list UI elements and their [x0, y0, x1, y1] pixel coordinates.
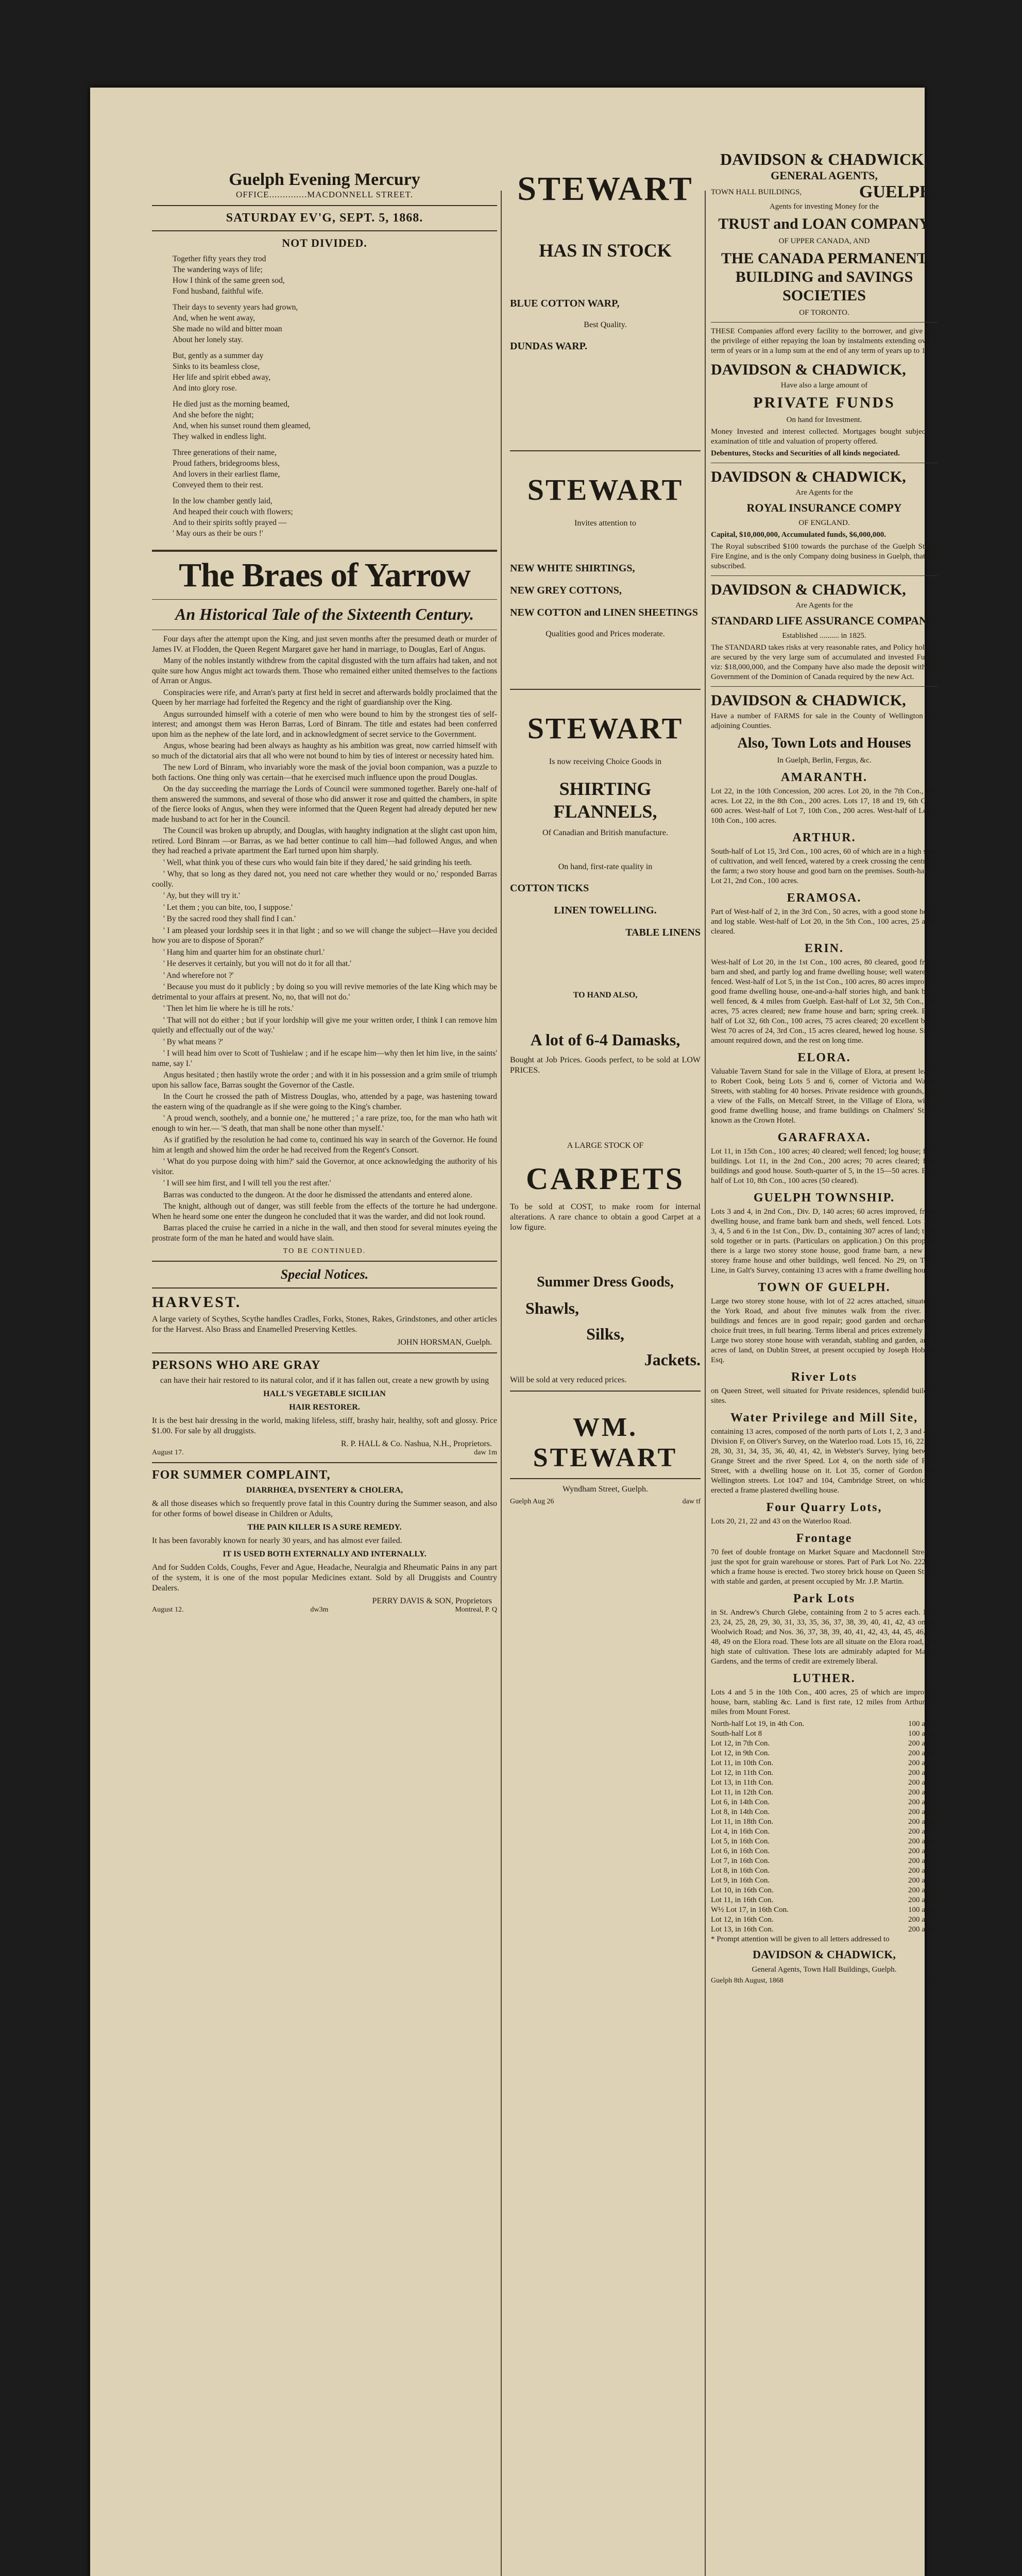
- story-paragraph: ' Then let him lie where he is till he rots.': [163, 1004, 294, 1013]
- manufacture-text: Of Canadian and British manufacture.: [542, 828, 668, 837]
- lot-row: [711, 1778, 938, 1788]
- gray-date: August 17.: [152, 1449, 184, 1456]
- summer-both: IT IS USED BOTH EXTERNALLY AND INTERNALLY.: [223, 1550, 427, 1558]
- story-paragraph: ' I will see him first, and I will tell you the rest after.': [163, 1179, 331, 1188]
- davidson-line: DAVIDSON & CHADWICK,: [711, 581, 906, 598]
- of-upper-text: OF UPPER CANADA, AND: [778, 237, 870, 245]
- story-title: The Braes of Yarrow: [179, 556, 470, 594]
- stewart-footline: [510, 1498, 701, 1506]
- trust-heading: TRUST and LOAN COMPANY: [718, 215, 930, 232]
- poem-line: Proud fathers, bridegrooms bless,: [173, 459, 280, 468]
- summer-code: dw3m: [310, 1606, 329, 1614]
- invites-text: Invites attention to: [574, 519, 636, 528]
- lot-acres: 200 acres: [908, 1739, 938, 1748]
- these-text: THESE Companies afford every facility to the borrower, and give him the privilege of either repaying the loan by instalments extending over a term of years or in a lump sum at the end of any term of years up to 15.: [711, 327, 938, 355]
- divider: [510, 1478, 701, 1479]
- lot-label: Lot 10, in 16th Con.: [711, 1886, 774, 1894]
- column-right: [711, 88, 938, 2576]
- royal-heading: ROYAL INSURANCE COMPY: [746, 501, 902, 514]
- story-paragraph: ' He deserves it certainly, but you will not do it for all that.': [163, 959, 351, 968]
- story-paragraph: The knight, although out of danger, was still feeble from the effects of the torture he had undergone. When he heard some one enter the dungeon he concluded that it was the warder, and did not look round.: [152, 1202, 497, 1221]
- table-linens-item: TABLE LINENS: [625, 927, 701, 938]
- divider: [711, 686, 938, 687]
- poem-line: Their days to seventy years had grown,: [173, 303, 298, 312]
- spacer: [510, 208, 701, 229]
- section-body: Lots 20, 21, 22 and 43 on the Waterloo Road.: [711, 1517, 851, 1526]
- lot-label: Lot 12, in 11th Con.: [711, 1769, 774, 1777]
- poem-line: And, when he went away,: [173, 314, 255, 323]
- receiving-text: Is now receiving Choice Goods in: [549, 757, 662, 766]
- lot-acres: 200 acres: [908, 1808, 938, 1816]
- section-body: Valuable Tavern Stand for sale in the Village of Elora, at present leased to Robert Cook, being Lots 5 and 6, corner of Victoria and Walnut Streets, with stabling for 40 horses. Private residence with grounds, and a view of the Falls, on Metcalf Street, in the Village of Elora, with a good frame dwelling house, and frame buildings on Chalmers' Street, known as the Crown Hotel.: [711, 1067, 938, 1125]
- section-heading: ERIN.: [804, 942, 844, 955]
- spacer: [510, 841, 701, 862]
- story-paragraph: Four days after the attempt upon the King, and just seven months after the presumed death or murder of James IV. at Flodden, the Queen Regent Margaret gave her hand in marriage, to Douglas, Earl of Angus.: [152, 635, 497, 654]
- lot-row: [711, 1739, 938, 1749]
- section-heading: GUELPH TOWNSHIP.: [753, 1191, 895, 1205]
- stewart-date: Guelph Aug 26: [510, 1498, 554, 1505]
- spacer: [510, 1079, 701, 1141]
- section-body: on Queen Street, well situated for Private residences, splendid building sites.: [711, 1387, 938, 1405]
- davidson-line: DAVIDSON & CHADWICK,: [711, 361, 906, 378]
- stanza-gap: [152, 443, 497, 448]
- story-paragraph: ' That will not do either ; but if your lordship will give me your written order, I think I can remove him quietly and effectually out of the way.': [152, 1015, 497, 1035]
- royal-agents-text: Are Agents for the: [795, 488, 853, 497]
- story-paragraph: ' By what means ?': [163, 1037, 223, 1046]
- divider: [152, 1352, 497, 1353]
- footer-code: dw: [928, 1977, 938, 1985]
- reduced-text: Will be sold at very reduced prices.: [510, 1376, 627, 1384]
- section-heading: ERAMOSA.: [787, 891, 862, 905]
- canada-permanent-heading: THE CANADA PERMANENT BUILDING and SAVINGS SOCIETIES: [721, 250, 928, 304]
- poem-line: ' May ours as their be ours !': [173, 529, 263, 538]
- lot-label: Lot 5, in 16th Con.: [711, 1837, 770, 1845]
- lot-acres: 100 acres: [908, 1720, 938, 1728]
- lot-label: Lot 12, in 7th Con.: [711, 1739, 770, 1748]
- footer-name: DAVIDSON & CHADWICK,: [753, 1948, 896, 1961]
- lot-label: North-half Lot 19, in 4th Con.: [711, 1720, 805, 1728]
- masthead-office: OFFICE..............MACDONNELL STREET.: [236, 190, 413, 199]
- stewart-heading: STEWART: [527, 473, 684, 506]
- lot-row: [711, 1837, 938, 1846]
- town-lots-sub: In Guelph, Berlin, Fergus, &c.: [777, 756, 872, 765]
- lot-label: W½ Lot 17, in 16th Con.: [711, 1906, 789, 1914]
- summer-body3: And for Sudden Colds, Coughs, Fever and Ague, Headache, Neuralgia and Rheumatic Pains in any part of the system, it is one of the most popular Medicines extant. Sold by all Druggists and Country Dealers.: [152, 1563, 497, 1592]
- section-heading: Park Lots: [793, 1592, 855, 1605]
- lot-label: Lot 11, in 10th Con.: [711, 1759, 774, 1767]
- summer-dress-goods: Summer Dress Goods,: [537, 1274, 674, 1290]
- carpets-heading: CARPETS: [525, 1162, 685, 1196]
- poem-line: He died just as the morning beamed,: [173, 400, 289, 409]
- prompt-text: * Prompt attention will be given to all letters addressed to: [711, 1935, 890, 1943]
- gray-line: can have their hair restored to its natural color, and if it has fallen out, create a new growth by using: [160, 1376, 489, 1385]
- stanza-gap: [152, 346, 497, 351]
- gray-signature: R. P. HALL & Co. Nashua, N.H., Proprietors.: [340, 1439, 492, 1448]
- lot-label: Lot 13, in 11th Con.: [711, 1778, 774, 1787]
- story-paragraph: As if gratified by the resolution he had come to, continued his way in search of the Governor. He found him at length and showed him the order he had received from the Regent's Consort.: [152, 1136, 497, 1155]
- story-paragraph: Many of the nobles instantly withdrew from the capital disgusted with the turn affairs had taken, and not quite sure how Angus might act towards them. Those who remained either united themselves to the factions of Arran or Angus.: [152, 656, 497, 685]
- special-notices-title: Special Notices.: [280, 1267, 369, 1282]
- poem-line: And she before the night;: [173, 411, 254, 419]
- lot-label: Lot 13, in 16th Con.: [711, 1925, 774, 1934]
- stock-item-note: Best Quality.: [584, 320, 627, 329]
- lot-acres: 200 acres: [908, 1818, 938, 1826]
- gray-title: PERSONS WHO ARE GRAY: [152, 1359, 321, 1372]
- shirting-item: NEW COTTON and LINEN SHEETINGS: [510, 607, 698, 618]
- lot-acres: 100 acres: [908, 1906, 938, 1914]
- lot-row: [711, 1827, 938, 1837]
- lot-acres: 200 acres: [908, 1857, 938, 1865]
- section-heading: Frontage: [796, 1532, 853, 1545]
- poem: [152, 254, 497, 545]
- lot-acres: 200 acres: [908, 1827, 938, 1836]
- lot-row: [711, 1866, 938, 1876]
- poem-line: In the low chamber gently laid,: [173, 497, 272, 505]
- story-paragraph: Barras was conducted to the dungeon. At the door he dismissed the attendants and entered alone.: [163, 1190, 472, 1199]
- section-body: Lots 3 and 4, in 2nd Con., Div. D, 140 acres; 60 acres improved, frame dwelling house, and frame bank barn and sheds, well fenced. Lots 1, 2, 3, 4, 5 and 6 in the 1st Con., Div. D., containing 307 acres of land; to be sold together or in parts. (Particulars on application.) On this property there is a large two storey stone house, good frame barn, a new two storey frame house and other buildings, well fenced. No 29, on Town Line, in Galt's Survey, containing 13 acres with a frame dwelling house.: [711, 1208, 938, 1275]
- section-body: Lots 4 and 5 in the 10th Con., 400 acres, 25 of which are improved; house, barn, stabling &c. Land is first rate, 12 miles from Arthur, 12 miles from Mount Forest.: [711, 1688, 938, 1716]
- section-heading: TOWN OF GUELPH.: [758, 1281, 891, 1294]
- royal-body: The Royal subscribed $100 towards the purchase of the Guelph Steam Fire Engine, and is the only Company doing business in Guelph, that has subscribed.: [711, 543, 938, 570]
- lot-acres: 200 acres: [908, 1759, 938, 1767]
- summer-title: FOR SUMMER COMPLAINT,: [152, 1468, 331, 1482]
- spacer: [510, 363, 701, 445]
- standard-heading: STANDARD LIFE ASSURANCE COMPANY.: [711, 614, 938, 627]
- spacer: [510, 949, 701, 990]
- stewart-heading: STEWART: [527, 711, 684, 745]
- summer-signature: PERRY DAVIS & SON, Proprietors: [372, 1597, 492, 1605]
- masthead-date: SATURDAY EV'G, SEPT. 5, 1868.: [226, 211, 423, 225]
- poem-line: And lovers in their earliest flame,: [173, 470, 280, 479]
- poem-line: Fond husband, faithful wife.: [173, 287, 264, 296]
- davidson-agents: GENERAL AGENTS,: [771, 169, 878, 182]
- divider: [711, 322, 938, 323]
- story-paragraph: ' By the sacred rood they shall find I can.': [163, 914, 296, 923]
- newspaper-page: [90, 88, 938, 2576]
- lot-label: Lot 8, in 14th Con.: [711, 1808, 770, 1816]
- poem-line: Three generations of their name,: [173, 448, 277, 457]
- summer-body2: It has been favorably known for nearly 30 years, and has almost ever failed.: [152, 1536, 402, 1545]
- lot-row: [711, 1807, 938, 1817]
- lot-row: [711, 1876, 938, 1886]
- poem-line: They walked in endless light.: [173, 432, 267, 441]
- story-subtitle: An Historical Tale of the Sixteenth Century.: [175, 605, 474, 623]
- has-in-stock: HAS IN STOCK: [539, 240, 672, 261]
- poem-line: Conveyed them to their rest.: [173, 481, 264, 489]
- large-stock-text: A LARGE STOCK OF: [567, 1141, 644, 1150]
- stanza-gap: [152, 491, 497, 496]
- ticks-item: COTTON TICKS: [510, 883, 589, 894]
- story-paragraph: Angus, whose bearing had been always as haughty as his ambition was great, now carried himself with so much of the dictatorial airs that all who were not bound to him by ties of interest or necessity hated him.: [152, 741, 497, 760]
- lot-acres: 200 acres: [908, 1867, 938, 1875]
- qualities-text: Qualities good and Prices moderate.: [546, 630, 665, 638]
- footer-line: General Agents, Town Hall Buildings, Guelph.: [752, 1965, 897, 1974]
- lot-label: Lot 12, in 9th Con.: [711, 1749, 770, 1757]
- on-hand-text: On hand for Investment.: [786, 416, 862, 424]
- lot-label: Lot 6, in 14th Con.: [711, 1798, 770, 1806]
- lot-label: Lot 12, in 16th Con.: [711, 1916, 774, 1924]
- poem-line: She made no wild and bitter moan: [173, 325, 282, 333]
- story-paragraph: On the day succeeding the marriage the Lords of Council were summoned together. Barely one-half of them answered the summons, and several of those who did answer it rose and quitted the chambers, in spite of the fierce looks of Angus, when they were informed that the Queen Regent had already deputed her new made husband to act for her in the Council.: [152, 785, 497, 824]
- divider: [152, 1462, 497, 1463]
- story-paragraph: ' I am pleased your lordship sees it in that light ; and so we will change the subject—Have you decided how you are to dispose of Sporan?': [152, 926, 497, 945]
- divider: [152, 1261, 497, 1262]
- continued-label: TO BE CONTINUED.: [283, 1247, 366, 1255]
- section-heading: Water Privilege and Mill Site,: [730, 1411, 918, 1425]
- to-hand-text: TO HAND ALSO,: [573, 991, 638, 999]
- section-body: 70 feet of double frontage on Market Square and Macdonnell Street—just the spot for grain warehouse or stores. Part of Park Lot No. 222, on which a frame house is erected. Two storey brick house on Queen Street, with stable and garden, at present occupied by Mr. J.P. Martin.: [711, 1548, 938, 1586]
- lot-label: Lot 7, in 16th Con.: [711, 1857, 770, 1865]
- harvest-signature: JOHN HORSMAN, Guelph.: [397, 1338, 492, 1347]
- divider: [510, 1391, 701, 1392]
- lot-row: [711, 1817, 938, 1827]
- lot-label: Lot 4, in 16th Con.: [711, 1827, 770, 1836]
- stock-item: BLUE COTTON WARP,: [510, 298, 620, 309]
- farms-text: Have a number of FARMS for sale in the County of Wellington and adjoining Counties.: [711, 712, 938, 730]
- story-paragraph: The Council was broken up abruptly, and Douglas, with haughty indignation at the slight cast upon him, retired. Lord Binram —or Barras, as we had better continue to call him—had followed Angus, and when they had reached a private apartment the Earl turned upon him sharply.: [152, 826, 497, 855]
- lot-label: Lot 8, in 16th Con.: [711, 1867, 770, 1875]
- divider: [152, 1287, 497, 1289]
- story-paragraph: ' A proud wench, soothely, and a bonnie one,' he muttered ; ' a rare prize, too, for the man who hath wit enough to win her.— 'S death, that man shall be none other than myself.': [152, 1114, 497, 1133]
- section-heading: GARAFRAXA.: [777, 1131, 871, 1144]
- divider: [152, 230, 497, 231]
- section-heading: AMARANTH.: [781, 771, 867, 784]
- poem-line: The wandering ways of life;: [173, 265, 263, 274]
- section-body: Part of West-half of 2, in the 3rd Con., 50 acres, with a good stone house and log stable. West-half of Lot 20, in the 5th Con., 100 acres, 25 acres cleared.: [711, 908, 938, 936]
- street-text: Wyndham Street, Guelph.: [562, 1485, 649, 1494]
- lot-acres: 200 acres: [908, 1847, 938, 1855]
- jackets-heading: Jackets.: [644, 1350, 701, 1369]
- story-paragraph: ' I will head him over to Scott of Tushielaw ; and if he escape him—why then let him live, in the saints' name, say I.': [152, 1049, 497, 1068]
- section-body: Lot 11, in 15th Con., 100 acres; 40 cleared; well fenced; log house; farm buildings. Lot 11, in the 2nd Con., 200 acres; 70 acres cleared; farm buildings and good house. South-quarter of 5, in the 15—50 acres. East-half of Lot 10, 8th Con., 100 acres (50 cleared).: [711, 1147, 938, 1185]
- divider: [152, 599, 497, 600]
- summer-place: Montreal, P. Q: [455, 1606, 497, 1614]
- lot-row: [711, 1788, 938, 1798]
- gray-code: daw 1m: [474, 1449, 497, 1456]
- spacer: [510, 267, 701, 287]
- lot-row: [711, 1749, 938, 1758]
- summer-date: August 12.: [152, 1606, 184, 1614]
- poem-line: And into glory rose.: [173, 384, 237, 393]
- column-rule: [501, 191, 502, 2576]
- story-paragraph: ' Let them ; you can bite, too, I suppose.': [163, 903, 293, 912]
- lot-acres: 200 acres: [908, 1769, 938, 1777]
- masthead-title: Guelph Evening Mercury: [229, 170, 420, 189]
- shirting-item: NEW WHITE SHIRTINGS,: [510, 563, 635, 574]
- story-paragraph: ' Because you must do it publicly ; by doing so you will revive memories of the late King which may be detrimental to your affairs at present. No, no, that will not do.': [152, 982, 497, 1002]
- standard-body: The STANDARD takes risks at very reasonable rates, and Policy holders are secured by the very large sum of accumulated and invested Funds, viz: $18,000,000, and the Company have also made the deposit with the Government of the Dominion of Canada required by the new Act.: [711, 643, 938, 681]
- story-paragraph: ' Why, that so long as they dared not, you need not care whether they would or no,' responded Barras coolly.: [152, 870, 497, 889]
- poem-line: But, gently as a summer day: [173, 351, 264, 360]
- lot-label: Lot 11, in 16th Con.: [711, 1896, 774, 1904]
- harvest-title: HARVEST.: [152, 1294, 242, 1311]
- column-left: [152, 88, 497, 2576]
- gray-line: HAIR RESTORER.: [289, 1403, 360, 1412]
- lot-acres: 200 acres: [908, 1876, 938, 1885]
- story-paragraph: ' Hang him and quarter him for an obstinate churl.': [163, 947, 325, 957]
- lot-acres: 200 acres: [908, 1837, 938, 1845]
- spacer: [510, 1236, 701, 1267]
- stanza-gap: [152, 539, 497, 545]
- story-paragraph: Conspiracies were rife, and Arran's party at first held in secret and afterwards boldly proclaimed that the Queen by her marriage had forfeited the Regency and the right of guardianship over the King.: [152, 688, 497, 707]
- stewart-heading: STEWART: [517, 170, 693, 208]
- townhall-label: TOWN HALL BUILDINGS,: [711, 188, 802, 196]
- have-also-text: Have also a large amount of: [780, 381, 868, 389]
- story-paragraph: The new Lord of Binram, who invariably wore the mask of the jovial boon companion, was a puzzle to both factions. One thing only was certain—that he exercised much influence upon the proud Douglas.: [152, 763, 497, 782]
- poem-title: NOT DIVIDED.: [282, 236, 367, 249]
- lot-acres: 200 acres: [908, 1916, 938, 1924]
- lot-row: [711, 1719, 938, 1729]
- spacer: [510, 642, 701, 684]
- lot-acres: 200 acres: [908, 1788, 938, 1797]
- story-paragraph: ' And wherefore not ?': [163, 971, 234, 980]
- section-body: South-half of Lot 15, 3rd Con., 100 acres, 60 of which are in a high state of cultivation, and well fenced, watered by a creek crossing the centre of the farm; a two story house and good barn on the premises. South-half of Lot 21, 2nd Con., 100 acres.: [711, 848, 938, 885]
- section-body: West-half of Lot 20, in the 1st Con., 100 acres, 80 cleared, good frame barn and shed, and partly log and frame dwelling house; well watered & fenced. West-half of Lot 5, in the 1st Con., 100 acres, 80 acres improved; good frame dwelling house, one-and-a-half stories high, and bank barn; well fenced, & 4 miles from Guelph. East-half of Lot 32, 5th Con., 100 acres, 75 acres cleared; new frame house and barn; spring creek. East-half of Lot 32, 6th Con., 100 acres, 75 acres cleared; 20 excellent bush. West 70 acres of 24, 3rd Con., 15 acres cleared, hewed log house. Small amount required down, and the rest on long time.: [711, 958, 938, 1045]
- summer-line: DIARRHŒA, DYSENTERY & CHOLERA,: [246, 1486, 403, 1495]
- section-body: containing 13 acres, composed of the north parts of Lots 1, 2, 3 and 4, in Division F, on Oliver's Survey, on the Waterloo road. Lots 15, 16, 22, 26, 28, 30, 31, 34, 35, 36, 40, 41, 42, in Webster's Survey, lying between Grange Street and the river Speed. Lot 4, on the north side of Pearl Street, with a dwelling house on it. Lot 35, corner of Gordon and Wellington streets. Lot 1047 and 104, Cambridge Street, on which is erected a frame plastered dwelling house.: [711, 1428, 938, 1495]
- standard-agents-text: Are Agents for the: [795, 601, 853, 609]
- summer-body: & all those diseases which so frequently prove fatal in this Country during the Summer season, and also for other forms of bowel disease in Children or Adults,: [152, 1499, 497, 1518]
- agents-for-text: Agents for investing Money for the: [769, 202, 879, 211]
- divider: [510, 450, 701, 451]
- poem-line: Sinks to its beamless close,: [173, 362, 260, 371]
- section-heading: Four Quarry Lots,: [766, 1501, 882, 1514]
- lot-acres: 200 acres: [908, 1749, 938, 1757]
- lot-row: [711, 1886, 938, 1895]
- lot-acres: 200 acres: [908, 1778, 938, 1787]
- story-body: [152, 634, 497, 1243]
- wm-stewart: WM. STEWART: [533, 1413, 678, 1472]
- davidson-address: [711, 182, 938, 202]
- luther-lots: [711, 1719, 938, 1935]
- story-paragraph: ' Well, what think you of these curs who would fain bite if they dared,' he said grinding his teeth.: [163, 858, 472, 867]
- damasks-heading: A lot of 6-4 Damasks,: [530, 1030, 680, 1049]
- davidson-heading: DAVIDSON & CHADWICK,: [720, 150, 928, 168]
- section-body: Lot 22, in the 10th Concession, 200 acres. Lot 20, in the 7th Con., 200 acres. Lot 22, in the 8th Con., 200 acres. Lots 17, 18 and 19, 6th Con., 600 acres. West-half of Lot 7, 10th Con., 200 acres. West-half of Lot 8, 10th Con., 100 acres.: [711, 787, 938, 825]
- section-heading: LUTHER.: [793, 1672, 856, 1685]
- lot-row: [711, 1768, 938, 1778]
- davidson-line: DAVIDSON & CHADWICK,: [711, 692, 906, 709]
- lot-acres: 200 acres: [908, 1798, 938, 1806]
- town-lots-heading: Also, Town Lots and Houses: [737, 735, 911, 751]
- property-sections: [711, 771, 938, 1717]
- of-england-text: OF ENGLAND.: [798, 519, 850, 527]
- column-rule: [705, 191, 706, 2576]
- lot-label: Lot 6, in 16th Con.: [711, 1847, 770, 1855]
- lot-row: [711, 1758, 938, 1768]
- capital-text: Capital, $10,000,000, Accumulated funds, $6,000,000.: [711, 531, 887, 539]
- poem-line: And heaped their couch with flowers;: [173, 507, 293, 516]
- poem-line: Together fifty years they trod: [173, 255, 266, 263]
- summer-pain: THE PAIN KILLER IS A SURE REMEDY.: [247, 1523, 402, 1532]
- lot-row: [711, 1729, 938, 1739]
- stewart-code: daw tf: [682, 1498, 701, 1505]
- gray-body: It is the best hair dressing in the world, making lifeless, stiff, brashy hair, healthy, soft and glossy. Price $1.00. For sale by all druggists.: [152, 1416, 497, 1435]
- section-body: in St. Andrew's Church Glebe, containing from 2 to 5 acres each. Nos. 23, 24, 25, 28, 29, 30, 31, 33, 35, 36, 37, 38, 39, 40, 41, 42, 43 on the Woolwich Road; and Nos. 36, 37, 38, 39, 40, 41, 42, 43, 44, 45, 46, 47, 48, 49 on the Elora road. These lots are all situate on the Elora road, in a high state of cultivation. These lots are admirably adapted for Market Gardens, and the terms of credit are extremely liberal.: [711, 1608, 938, 1666]
- spacer: [510, 1004, 701, 1024]
- carpets-body: To be sold at COST, to make room for internal alterations. A rare chance to obtain a good Carpet at a low figure.: [510, 1202, 701, 1232]
- footer-date: Guelph 8th August, 1868: [711, 1977, 783, 1985]
- davidson-line: DAVIDSON & CHADWICK,: [711, 468, 906, 485]
- story-paragraph: ' What do you purpose doing with him?' said the Governor, at once acknowledging the authority of his visitor.: [152, 1157, 497, 1176]
- private-funds-heading: PRIVATE FUNDS: [753, 394, 895, 411]
- story-paragraph: ' Ay, but they will try it.': [163, 891, 240, 900]
- summer-footline: [152, 1606, 497, 1614]
- divider: [510, 689, 701, 690]
- poem-line: And to their spirits softly prayed —: [173, 518, 287, 527]
- gray-footline: [152, 1449, 497, 1457]
- divider: [711, 575, 938, 576]
- lot-row: [711, 1895, 938, 1905]
- section-body: Large two storey stone house, with lot of 22 acres attached, situate on the York Road, and about five minutes walk from the river. The buildings and fences are in good repair; good garden and orchard of choice fruit trees, in full bearing. Terms liberal and prices extremely low. Large two storey stone house with verandah, stabling and garden, and 2 acres of land, on Dublin Street, at present occupied by Joseph Hobson, Esq.: [711, 1297, 938, 1364]
- lot-row: [711, 1846, 938, 1856]
- lot-row: [711, 1798, 938, 1807]
- story-paragraph: Barras placed the cruise he carried in a niche in the wall, and then stood for several minutes eyeing the prostrate form of the man he hated and would have slain.: [152, 1224, 497, 1243]
- money-text: Money Invested and interest collected. Mortgages bought subject to examination of title and valuation of property offered.: [711, 428, 938, 446]
- lot-row: [711, 1925, 938, 1935]
- poem-line: And, when his sunset round them gleamed,: [173, 421, 311, 430]
- harvest-body: A large variety of Scythes, Scythe handles Cradles, Forks, Stones, Rakes, Grindstones, and other articles for the Harvest. Also Brass and Enamelled Preserving Kettles.: [152, 1315, 497, 1334]
- lot-acres: 200 acres: [908, 1886, 938, 1894]
- gray-line: HALL'S VEGETABLE SICILIAN: [263, 1389, 386, 1398]
- lot-label: Lot 11, in 12th Con.: [711, 1788, 774, 1797]
- lot-acres: 200 acres: [908, 1896, 938, 1904]
- shawls-heading: Shawls,: [525, 1299, 580, 1317]
- poem-line: About her lonely stay.: [173, 335, 243, 344]
- poem-line: Her life and spirit ebbed away,: [173, 373, 271, 382]
- guelph-label: GUELPH,: [859, 182, 938, 201]
- lot-acres: 100 acres: [908, 1730, 938, 1738]
- story-paragraph: Angus surrounded himself with a coterie of men who were bound to him by the strongest ties of self-interest; and amongst them was Heron Barras, Lord of Binram. The title and estates had been conferred upon him as the nephew of the late lord, and in acknowledgment of secret service to the Government.: [152, 709, 497, 739]
- towelling-item: LINEN TOWELLING.: [554, 905, 657, 916]
- divider: [152, 550, 497, 552]
- stanza-gap: [152, 394, 497, 399]
- stock-item: DUNDAS WARP.: [510, 341, 588, 352]
- section-heading: ARTHUR.: [792, 831, 856, 844]
- spacer: [510, 532, 701, 552]
- silks-heading: Silks,: [586, 1325, 624, 1343]
- story-paragraph: In the Court he crossed the path of Mistress Douglas, who, attended by a page, was hastening toward the eastern wing of the quadrangle as if she were going to the King's chamber.: [152, 1092, 497, 1111]
- lot-row: [711, 1856, 938, 1866]
- lot-label: Lot 11, in 18th Con.: [711, 1818, 774, 1826]
- davidson-footline: [711, 1977, 938, 1985]
- column-middle: [510, 88, 701, 2576]
- shirting-item: NEW GREY COTTONS,: [510, 585, 622, 596]
- lot-label: Lot 9, in 16th Con.: [711, 1876, 770, 1885]
- established-text: Established .......... in 1825.: [782, 632, 866, 640]
- bought-text: Bought at Job Prices. Goods perfect, to be sold at LOW PRICES.: [510, 1056, 701, 1075]
- debentures-text: Debentures, Stocks and Securities of all kinds negociated.: [711, 449, 900, 457]
- stanza-gap: [152, 297, 497, 302]
- lot-row: [711, 1915, 938, 1925]
- on-hand-text: On hand, first-rate quality in: [558, 862, 653, 871]
- lot-label: South-half Lot 8: [711, 1730, 762, 1738]
- section-heading: River Lots: [791, 1370, 858, 1384]
- story-paragraph: Angus hesitated ; then hastily wrote the order ; and with it in his possession and a grim smile of triumph upon his sallow face, Barras sought the Governor of the Castle.: [152, 1071, 497, 1090]
- toronto-text: OF TORONTO.: [799, 309, 849, 317]
- lot-row: [711, 1905, 938, 1915]
- shirting-flannels: SHIRTING FLANNELS,: [553, 778, 657, 822]
- section-heading: ELORA.: [797, 1051, 851, 1064]
- divider: [152, 205, 497, 206]
- lot-acres: 200 acres: [908, 1925, 938, 1934]
- poem-line: How I think of the same green sod,: [173, 276, 285, 285]
